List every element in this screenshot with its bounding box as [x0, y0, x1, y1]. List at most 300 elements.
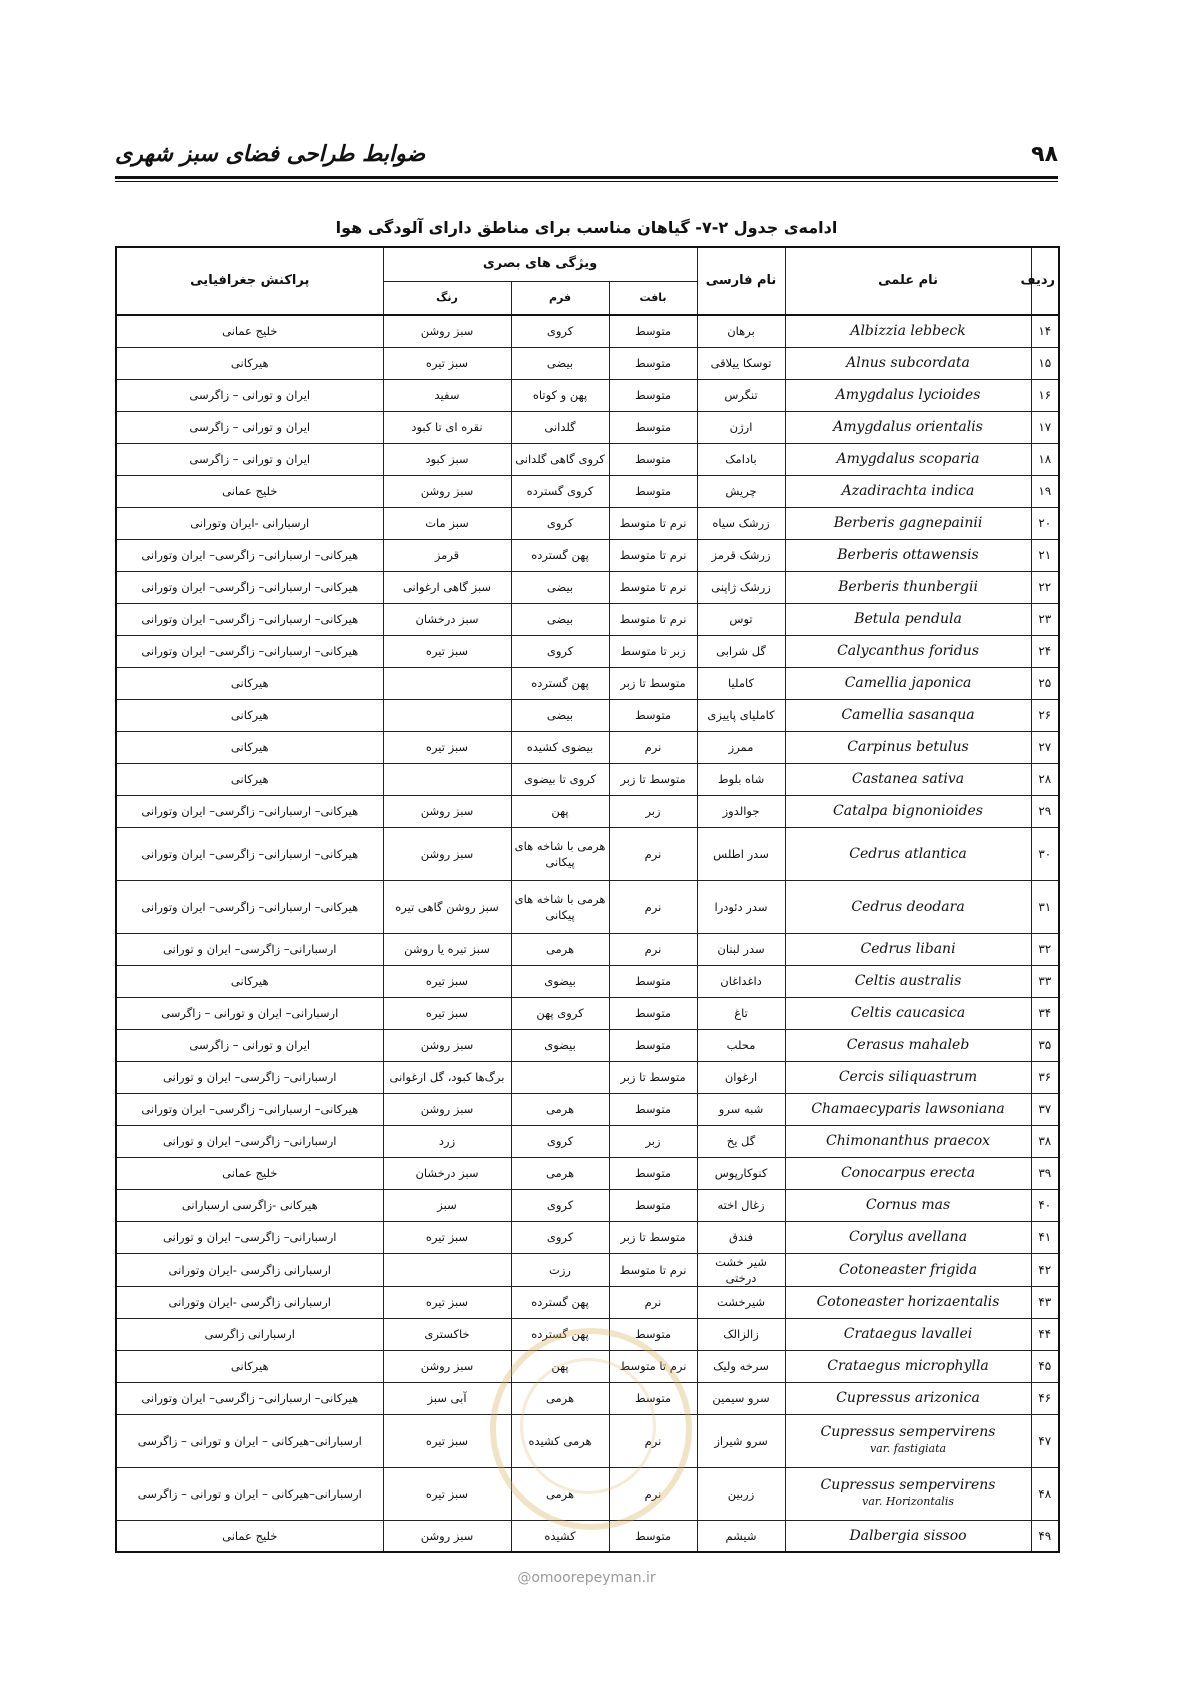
color-cell: سبز تیره [383, 1467, 511, 1520]
scientific-name-text: Betula pendula [854, 611, 962, 627]
scientific-name-text: Crataegus lavallei [843, 1326, 973, 1342]
scientific-name-text: Cupressus sempervirens [820, 1424, 996, 1440]
row-number-cell: ۳۸ [1031, 1125, 1059, 1157]
scientific-name-cell [785, 411, 1031, 443]
persian-name-cell: سدر دئودرا [697, 880, 785, 933]
form-cell: بیضی [511, 347, 609, 379]
scientific-name-text: Calycanthus foridus [837, 643, 979, 659]
color-cell: سبز کبود [383, 443, 511, 475]
persian-name-cell: زغال اخته [697, 1189, 785, 1221]
scientific-name-text: Cedrus libani [860, 941, 956, 957]
texture-cell: نرم تا متوسط [609, 1253, 697, 1286]
color-cell: سبز درخشان [383, 603, 511, 635]
distribution-cell: هیرکانی– ارسبارانی– زاگرسی– ایران وتورانی [116, 539, 383, 571]
form-cell: هرمی [511, 1093, 609, 1125]
row-number-cell: ۱۶ [1031, 379, 1059, 411]
scientific-name-cell [785, 763, 1031, 795]
table-row [116, 763, 1059, 795]
row-number-cell: ۴۰ [1031, 1189, 1059, 1221]
row-number-cell: ۲۸ [1031, 763, 1059, 795]
col-header-form: فرم [511, 281, 609, 315]
persian-name-cell: کاملیای پاییزی [697, 699, 785, 731]
row-number-cell: ۳۳ [1031, 965, 1059, 997]
scientific-name-cell [785, 699, 1031, 731]
scientific-name-text: Crataegus microphylla [827, 1358, 989, 1374]
texture-cell: نرم تا متوسط [609, 1350, 697, 1382]
form-cell: کروی تا بیضوی [511, 763, 609, 795]
row-number-cell: ۲۰ [1031, 507, 1059, 539]
scientific-name-text: Celtis australis [854, 973, 962, 989]
form-cell: کروی [511, 315, 609, 347]
persian-name-cell: داغداغان [697, 965, 785, 997]
persian-name-cell: سدر لبنان [697, 933, 785, 965]
distribution-cell: خلیج عمانی [116, 475, 383, 507]
form-cell: پهن [511, 795, 609, 827]
distribution-cell: ارسبارانی زاگرسی [116, 1318, 383, 1350]
row-number-cell: ۲۵ [1031, 667, 1059, 699]
row-number-cell: ۱۸ [1031, 443, 1059, 475]
distribution-cell: ارسبارانی–هیرکانی – ایران و تورانی – زاگرسی [116, 1414, 383, 1467]
col-header-persian-name: نام فارسی [697, 247, 785, 315]
form-cell: بیضوی [511, 965, 609, 997]
table-row [116, 1061, 1059, 1093]
row-number-cell: ۳۱ [1031, 880, 1059, 933]
form-cell: کروی [511, 1125, 609, 1157]
persian-name-cell: زالزالک [697, 1318, 785, 1350]
form-cell: هرمی با شاخه های پیکانی [511, 880, 609, 933]
col-header-color: رنگ [383, 281, 511, 315]
color-cell: سبز [383, 1189, 511, 1221]
persian-name-cell: توس [697, 603, 785, 635]
color-cell: سبز روشن [383, 315, 511, 347]
scientific-name-text: Amygdalus lycioides [835, 387, 981, 403]
scientific-name-text: Berberis gagnepainii [833, 515, 983, 531]
texture-cell: متوسط [609, 379, 697, 411]
table-header [116, 247, 1059, 315]
persian-name-cell: زرشک قرمز [697, 539, 785, 571]
persian-name-cell: شیشم [697, 1520, 785, 1552]
table-row [116, 731, 1059, 763]
row-number-cell: ۱۴ [1031, 315, 1059, 347]
texture-cell: زبر تا متوسط [609, 635, 697, 667]
form-cell: پهن گسترده [511, 1318, 609, 1350]
color-cell: قرمز [383, 539, 511, 571]
scientific-name-cell [785, 443, 1031, 475]
table-row [116, 1253, 1059, 1286]
texture-cell: نرم تا متوسط [609, 539, 697, 571]
texture-cell: نرم [609, 880, 697, 933]
row-number-cell: ۳۴ [1031, 997, 1059, 1029]
texture-cell: متوسط تا زبر [609, 1061, 697, 1093]
scientific-name-cell [785, 379, 1031, 411]
form-cell: بیضوی کشیده [511, 731, 609, 763]
table-row [116, 635, 1059, 667]
col-header-visual-features: ویژگی های بصری [383, 247, 697, 281]
color-cell: سبز روشن [383, 475, 511, 507]
form-cell: کروی [511, 635, 609, 667]
color-cell: سبز درخشان [383, 1157, 511, 1189]
texture-cell: متوسط تا زبر [609, 763, 697, 795]
distribution-cell: ارسبارانی زاگرسی -ایران وتورانی [116, 1253, 383, 1286]
distribution-cell: هیرکانی– ارسبارانی– زاگرسی– ایران وتورانی [116, 571, 383, 603]
scientific-name-cell [785, 635, 1031, 667]
persian-name-cell: ارژن [697, 411, 785, 443]
form-cell: کروی گاهی گلدانی [511, 443, 609, 475]
texture-cell: متوسط [609, 443, 697, 475]
distribution-cell: خلیج عمانی [116, 1520, 383, 1552]
texture-cell: متوسط [609, 411, 697, 443]
persian-name-cell: تنگرس [697, 379, 785, 411]
persian-name-cell: گل شرابی [697, 635, 785, 667]
form-cell: کروی [511, 1221, 609, 1253]
row-number-cell: ۱۷ [1031, 411, 1059, 443]
scientific-name-cell [785, 603, 1031, 635]
distribution-cell: ارسبارانی– ایران و تورانی – زاگرسی [116, 997, 383, 1029]
scientific-name-text: Cercis siliquastrum [838, 1069, 978, 1085]
scientific-name-text: Cotoneaster horizaentalis [816, 1294, 1000, 1310]
color-cell [383, 763, 511, 795]
color-cell: سبز گاهی ارغوانی [383, 571, 511, 603]
distribution-cell: ارسبارانی– زاگرسی– ایران و تورانی [116, 933, 383, 965]
color-cell: خاکستری [383, 1318, 511, 1350]
persian-name-cell: سرو سیمین [697, 1382, 785, 1414]
table-row [116, 315, 1059, 347]
color-cell [383, 667, 511, 699]
col-header-scientific-name: نام علمی [785, 247, 1031, 315]
table-row [116, 571, 1059, 603]
persian-name-cell: محلب [697, 1029, 785, 1061]
form-cell: پهن گسترده [511, 539, 609, 571]
form-cell: هرمی [511, 1157, 609, 1189]
form-cell: هرمی [511, 1467, 609, 1520]
table-row [116, 1189, 1059, 1221]
row-number-cell: ۲۷ [1031, 731, 1059, 763]
color-cell: سبز تیره [383, 1286, 511, 1318]
table-row [116, 507, 1059, 539]
table-row [116, 827, 1059, 880]
distribution-cell: ارسبارانی زاگرسی -ایران وتورانی [116, 1286, 383, 1318]
texture-cell: نرم [609, 731, 697, 763]
distribution-cell: هیرکانی -زاگرسی ارسبارانی [116, 1189, 383, 1221]
texture-cell: زبر [609, 795, 697, 827]
color-cell: سبز تیره [383, 731, 511, 763]
table-caption: ادامه‌ی جدول ۲-۷- گیاهان مناسب برای مناطق دارای آلودگی هوا [335, 218, 838, 237]
scientific-name-text: Chimonanthus praecox [825, 1133, 991, 1149]
distribution-cell: ایران و تورانی – زاگرسی [116, 443, 383, 475]
scientific-name-cell [785, 539, 1031, 571]
form-cell: کشیده [511, 1520, 609, 1552]
scientific-name-cell [785, 1125, 1031, 1157]
color-cell: سبز تیره [383, 1414, 511, 1467]
color-cell: سبز تیره [383, 1221, 511, 1253]
persian-name-cell: زرشک ژاپنی [697, 571, 785, 603]
row-number-cell: ۲۳ [1031, 603, 1059, 635]
row-number-cell: ۴۹ [1031, 1520, 1059, 1552]
scientific-name-cell [785, 1467, 1031, 1520]
form-cell: رزت [511, 1253, 609, 1286]
persian-name-cell: بادامک [697, 443, 785, 475]
scientific-name-text: Cotoneaster frigida [838, 1261, 978, 1278]
persian-name-cell: ارغوان [697, 1061, 785, 1093]
distribution-cell: هیرکانی– ارسبارانی– زاگرسی– ایران وتورانی [116, 635, 383, 667]
row-number-cell: ۲۶ [1031, 699, 1059, 731]
row-number-cell: ۴۱ [1031, 1221, 1059, 1253]
row-number-cell: ۲۲ [1031, 571, 1059, 603]
scientific-name-text: Conocarpus erecta [840, 1165, 976, 1181]
texture-cell: زبر [609, 1125, 697, 1157]
scientific-name-text: Camellia sasanqua [841, 707, 975, 723]
row-number-cell: ۴۷ [1031, 1414, 1059, 1467]
col-header-row-number: ردیف [1031, 247, 1059, 315]
row-number-cell: ۴۸ [1031, 1467, 1059, 1520]
page-number: ۹۸ [1031, 142, 1058, 167]
scientific-name-text: Berberis ottawensis [837, 547, 979, 563]
distribution-cell: هیرکانی [116, 965, 383, 997]
scientific-name-text: Cedrus deodara [851, 898, 965, 915]
scientific-name-cell [785, 880, 1031, 933]
color-cell: سبز تیره [383, 997, 511, 1029]
scientific-name-cell [785, 1414, 1031, 1467]
scientific-name-cell [785, 795, 1031, 827]
form-cell: بیضی [511, 603, 609, 635]
distribution-cell: خلیج عمانی [116, 315, 383, 347]
texture-cell: متوسط [609, 475, 697, 507]
watermark-seal-inner [520, 1358, 656, 1494]
distribution-cell: هیرکانی– ارسبارانی– زاگرسی– ایران وتورانی [116, 795, 383, 827]
distribution-cell: هیرکانی [116, 763, 383, 795]
texture-cell: نرم [609, 933, 697, 965]
color-cell: برگ‌ها کبود، گل ارغوانی [383, 1061, 511, 1093]
scientific-name-text: Albizzia lebbeck [850, 323, 966, 340]
scientific-name-text: Dalbergia sissoo [849, 1527, 967, 1544]
texture-cell: نرم تا متوسط [609, 603, 697, 635]
row-number-cell: ۳۵ [1031, 1029, 1059, 1061]
scientific-name-text: Amygdalus orientalis [833, 419, 983, 435]
color-cell: سبز روشن [383, 1520, 511, 1552]
scientific-name-text: Camellia japonica [844, 675, 972, 691]
distribution-cell: هیرکانی [116, 731, 383, 763]
scientific-name-cell [785, 1189, 1031, 1221]
form-cell: کروی گسترده [511, 475, 609, 507]
row-number-cell: ۳۲ [1031, 933, 1059, 965]
table-row [116, 1157, 1059, 1189]
row-number-cell: ۲۴ [1031, 635, 1059, 667]
scientific-name-text: Azadirachta indica [841, 483, 975, 499]
scientific-name-text: Catalpa bignonioides [833, 803, 983, 819]
row-number-cell: ۴۵ [1031, 1350, 1059, 1382]
scientific-name-text: Castanea sativa [851, 771, 965, 787]
distribution-cell: هیرکانی– ارسبارانی– زاگرسی– ایران وتورانی [116, 880, 383, 933]
persian-name-cell: گل یخ [697, 1125, 785, 1157]
scientific-name-text: Chamaecyparis lawsoniana [811, 1101, 1005, 1117]
col-header-distribution: پراکنش جغرافیایی [116, 247, 383, 315]
distribution-cell: هیرکانی– ارسبارانی– زاگرسی– ایران وتورانی [116, 827, 383, 880]
scientific-name-cell [785, 965, 1031, 997]
scientific-name-text: Cedrus atlantica [849, 845, 967, 862]
scientific-name-cell [785, 1382, 1031, 1414]
row-number-cell: ۱۵ [1031, 347, 1059, 379]
texture-cell: متوسط [609, 1382, 697, 1414]
color-cell [383, 699, 511, 731]
row-number-cell: ۱۹ [1031, 475, 1059, 507]
form-cell: کروی [511, 507, 609, 539]
form-cell: پهن [511, 1350, 609, 1382]
color-cell: سبز روشن [383, 1350, 511, 1382]
scientific-name-cell [785, 1350, 1031, 1382]
color-cell: سبز روشن [383, 1029, 511, 1061]
texture-cell: متوسط [609, 699, 697, 731]
texture-cell: نرم تا متوسط [609, 571, 697, 603]
persian-name-cell: ممرز [697, 731, 785, 763]
color-cell: سبز مات [383, 507, 511, 539]
persian-name-cell: تاغ [697, 997, 785, 1029]
persian-name-cell: سدر اطلس [697, 827, 785, 880]
scientific-name-text: Amygdalus scoparia [836, 451, 980, 467]
persian-name-cell: کنوکارپوس [697, 1157, 785, 1189]
color-cell: سبز روشن [383, 795, 511, 827]
row-number-cell: ۲۱ [1031, 539, 1059, 571]
texture-cell: متوسط [609, 347, 697, 379]
scientific-name-cell [785, 1221, 1031, 1253]
scientific-name-cell [785, 827, 1031, 880]
site-footer: @omoorepeyman.ir [517, 1570, 656, 1586]
color-cell: نقره ای تا کبود [383, 411, 511, 443]
scientific-name-cell [785, 315, 1031, 347]
form-cell: کروی پهن [511, 997, 609, 1029]
texture-cell: متوسط [609, 1093, 697, 1125]
table-row [116, 667, 1059, 699]
header-rule-thin [115, 181, 1058, 182]
scientific-name-cell [785, 1029, 1031, 1061]
persian-name-cell: سرو شیراز [697, 1414, 785, 1467]
texture-cell: متوسط [609, 965, 697, 997]
persian-name-cell: شیرخشت [697, 1286, 785, 1318]
form-cell [511, 1061, 609, 1093]
scientific-name-text: Cornus mas [865, 1197, 951, 1213]
texture-cell: متوسط تا زبر [609, 1221, 697, 1253]
distribution-cell: ایران و تورانی – زاگرسی [116, 411, 383, 443]
persian-name-cell: کاملیا [697, 667, 785, 699]
persian-name-cell: شبه سرو [697, 1093, 785, 1125]
persian-name-cell: جوالدوز [697, 795, 785, 827]
table-row [116, 539, 1059, 571]
form-cell: بیضوی [511, 1029, 609, 1061]
texture-cell: نرم [609, 1286, 697, 1318]
form-cell: پهن و کوتاه [511, 379, 609, 411]
row-number-cell: ۲۹ [1031, 795, 1059, 827]
row-number-cell: ۴۴ [1031, 1318, 1059, 1350]
scientific-name-text: Cupressus arizonica [836, 1390, 980, 1406]
distribution-cell: هیرکانی– ارسبارانی– زاگرسی– ایران وتورانی [116, 603, 383, 635]
table-row [116, 965, 1059, 997]
row-number-cell: ۳۰ [1031, 827, 1059, 880]
scientific-name-cell [785, 731, 1031, 763]
scientific-name-text: Berberis thunbergii [838, 579, 978, 595]
persian-name-cell: زرشک سیاه [697, 507, 785, 539]
persian-name-cell: فندق [697, 1221, 785, 1253]
form-cell: هرمی [511, 933, 609, 965]
scientific-name-cell [785, 1286, 1031, 1318]
distribution-cell: ایران و تورانی – زاگرسی [116, 379, 383, 411]
table-row [116, 411, 1059, 443]
form-cell: هرمی [511, 1382, 609, 1414]
table-row [116, 1286, 1059, 1318]
table-row [116, 933, 1059, 965]
persian-name-cell: زربین [697, 1467, 785, 1520]
color-cell: آبی سبز [383, 1382, 511, 1414]
color-cell: زرد [383, 1125, 511, 1157]
distribution-cell: هیرکانی [116, 347, 383, 379]
texture-cell: نرم [609, 827, 697, 880]
color-cell: سبز تیره یا روشن [383, 933, 511, 965]
distribution-cell: ایران و تورانی – زاگرسی [116, 1029, 383, 1061]
form-cell: هرمی با شاخه های پیکانی [511, 827, 609, 880]
color-cell: سبز تیره [383, 965, 511, 997]
table-row [116, 379, 1059, 411]
persian-name-cell: شاه بلوط [697, 763, 785, 795]
scientific-name-text: Corylus avellana [848, 1229, 968, 1245]
color-cell: سفید [383, 379, 511, 411]
persian-name-cell: چریش [697, 475, 785, 507]
table-row [116, 1221, 1059, 1253]
form-cell: پهن گسترده [511, 1286, 609, 1318]
table-row [116, 347, 1059, 379]
scientific-name-cell [785, 1157, 1031, 1189]
color-cell: سبز روشن [383, 1093, 511, 1125]
scientific-name-cell [785, 1520, 1031, 1552]
scientific-name-cell [785, 667, 1031, 699]
form-cell: هرمی کشیده [511, 1414, 609, 1467]
col-header-texture: بافت [609, 281, 697, 315]
scientific-name-text: Alnus subcordata [846, 355, 970, 371]
row-number-cell: ۴۶ [1031, 1382, 1059, 1414]
scientific-variety-text: var. Horizontalis [862, 1495, 954, 1508]
scientific-name-cell [785, 571, 1031, 603]
color-cell: سبز روشن [383, 827, 511, 880]
texture-cell: متوسط [609, 997, 697, 1029]
header-rule-thick [115, 176, 1058, 179]
form-cell: پهن گسترده [511, 667, 609, 699]
row-number-cell: ۳۹ [1031, 1157, 1059, 1189]
texture-cell: متوسط [609, 1189, 697, 1221]
color-cell [383, 1253, 511, 1286]
row-number-cell: ۳۶ [1031, 1061, 1059, 1093]
distribution-cell: ارسبارانی– زاگرسی– ایران و تورانی [116, 1221, 383, 1253]
persian-name-cell: توسکا ییلاقی [697, 347, 785, 379]
distribution-cell: ارسبارانی -ایران وتورانی [116, 507, 383, 539]
distribution-cell: هیرکانی [116, 667, 383, 699]
persian-name-cell: شیر خشت درختی [697, 1253, 785, 1286]
scientific-name-cell [785, 347, 1031, 379]
persian-name-cell: سرخه ولیک [697, 1350, 785, 1382]
table-row [116, 475, 1059, 507]
scientific-name-cell [785, 1318, 1031, 1350]
scientific-name-cell [785, 1093, 1031, 1125]
distribution-cell: هیرکانی– ارسبارانی– زاگرسی– ایران وتورانی [116, 1382, 383, 1414]
persian-name-cell: برهان [697, 315, 785, 347]
scientific-name-text: Cupressus sempervirens [820, 1477, 996, 1493]
scientific-variety-text: var. fastigiata [869, 1442, 947, 1455]
texture-cell: نرم [609, 1467, 697, 1520]
form-cell: بیضی [511, 571, 609, 603]
texture-cell: نرم [609, 1414, 697, 1467]
scientific-name-text: Celtis caucasica [850, 1005, 966, 1021]
table-row [116, 795, 1059, 827]
distribution-cell: هیرکانی– ارسبارانی– زاگرسی– ایران وتورانی [116, 1093, 383, 1125]
table-row [116, 699, 1059, 731]
color-cell: سبز تیره [383, 347, 511, 379]
scientific-name-text: Cerasus mahaleb [846, 1037, 970, 1053]
